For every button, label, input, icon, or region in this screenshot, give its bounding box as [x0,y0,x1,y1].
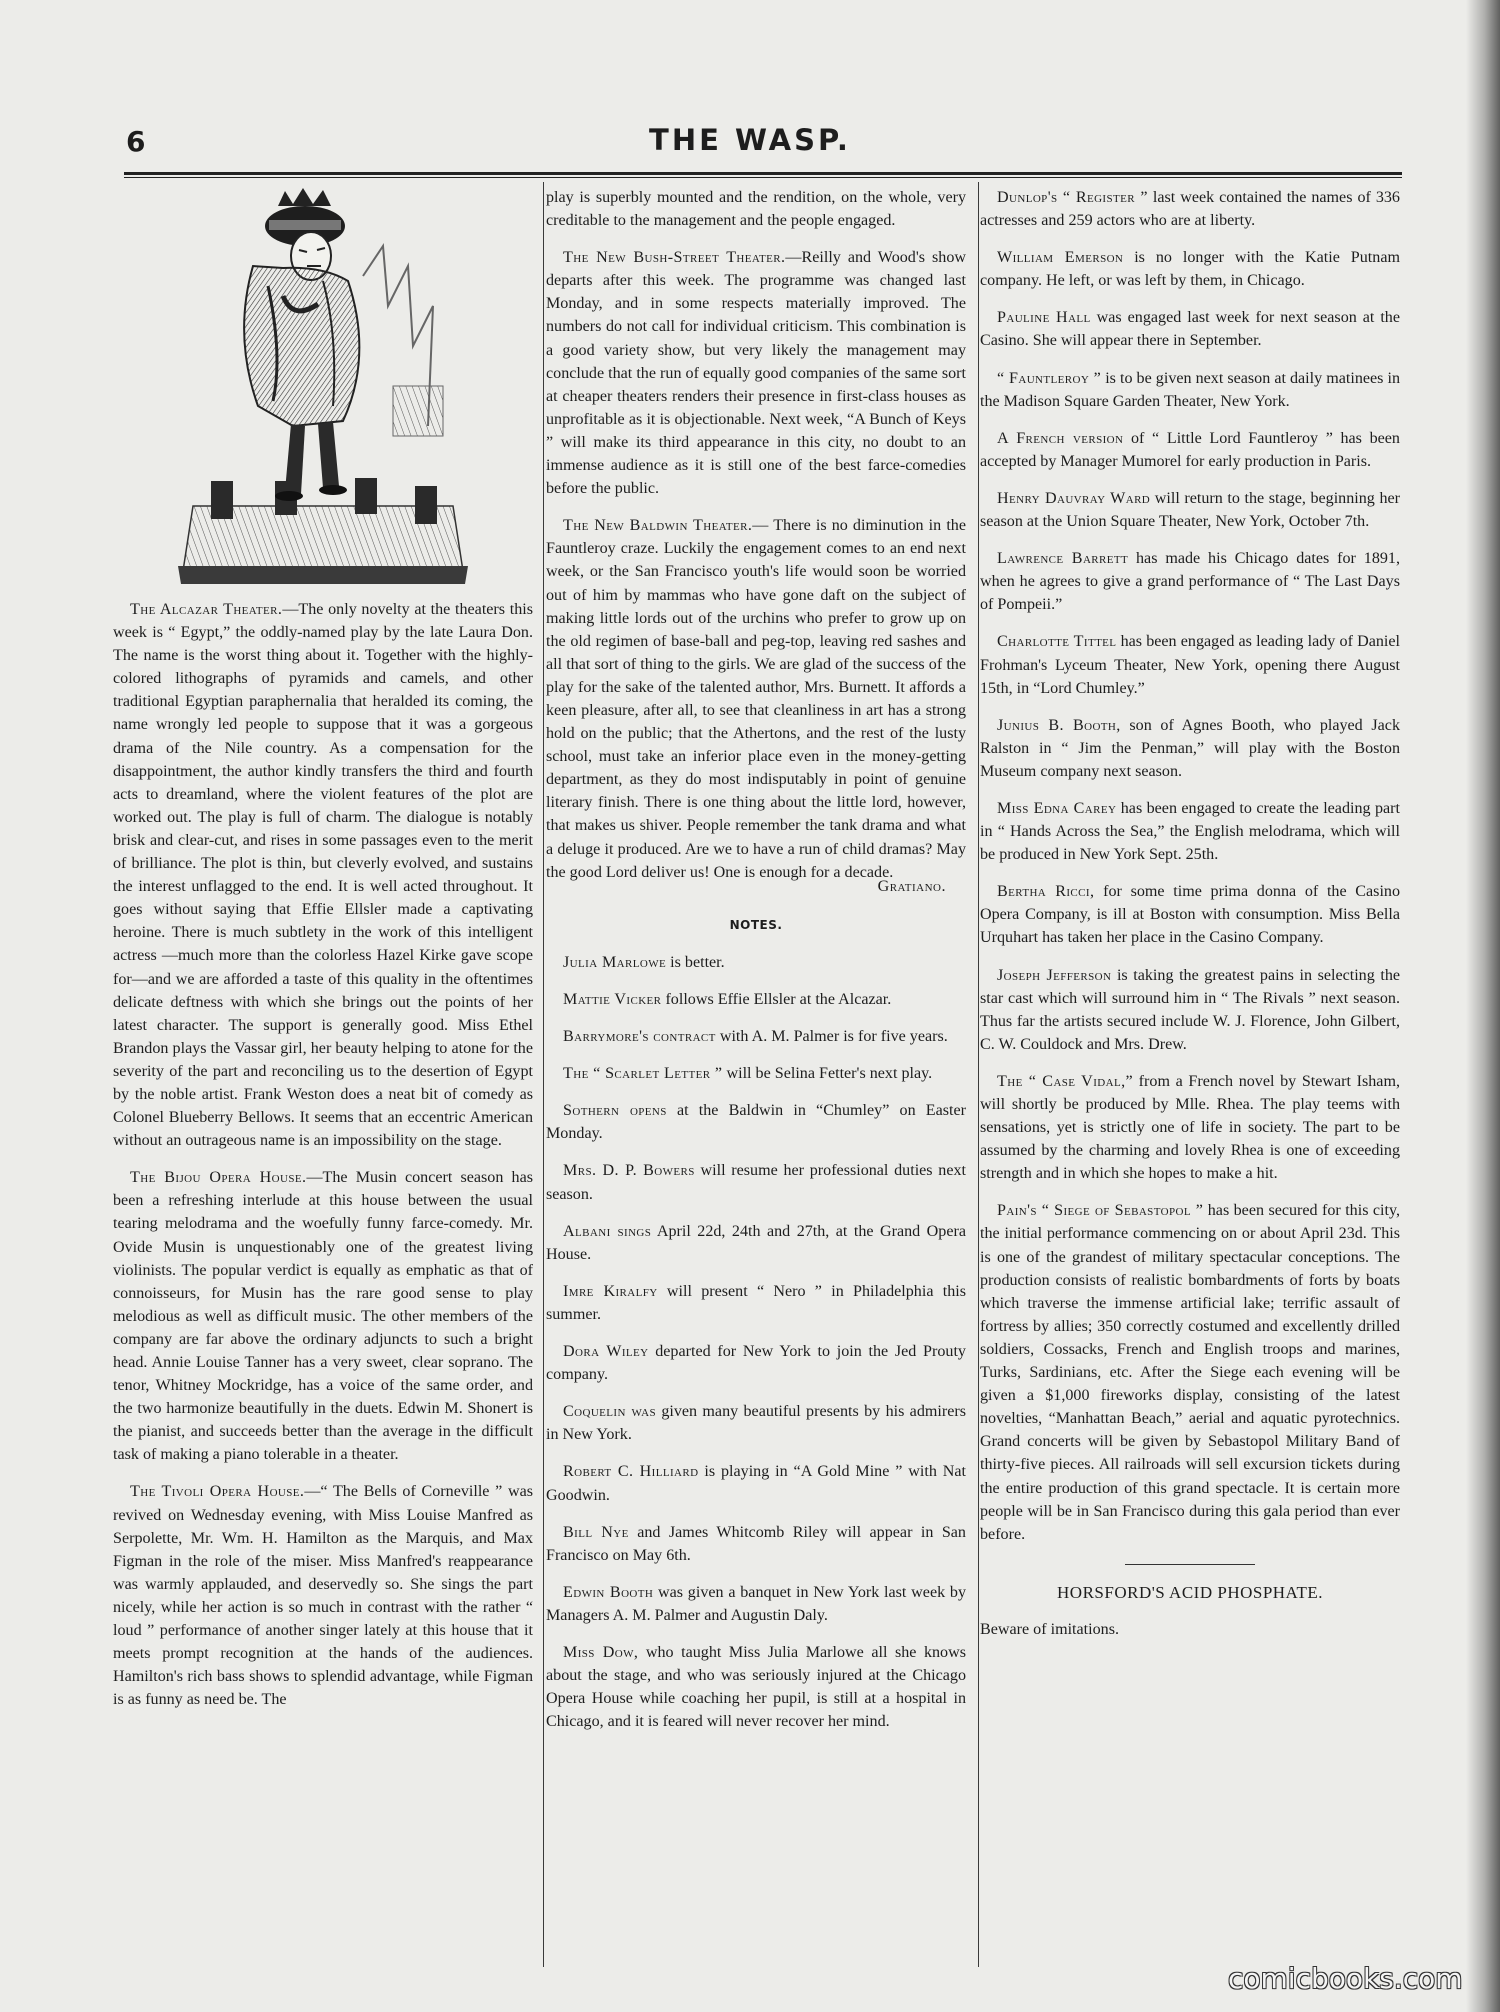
article-text: was engaged last week for next season at the Casino. She will appear there in September. [980,309,1400,350]
note-item [546,951,966,974]
article-lead: Henry Dauvray Ward [997,489,1151,507]
note-item [980,630,1400,699]
article-lead: Sothern opens [563,1102,667,1120]
article-text: will be Selina Fetter's next play. [722,1065,933,1083]
article-lead: Pauline Hall [997,309,1091,327]
article-text: has been engaged as leading lady of Daniel Frohman's Lyceum Theater, New York, opening there August 15th, in “Lord Chumley.” [980,633,1400,697]
article-text: last week contained the names of 336 actresses and 259 actors who are at liberty. [980,189,1400,230]
article-text: will resume her professional duties next season. [546,1162,966,1203]
article-text: has made his Chicago dates for 1891, when he agrees to give a grand performance of “ The Last Days of Pompeii.” [980,550,1400,614]
note-item [546,1099,966,1145]
note-item [980,797,1400,866]
article-lead: The “ Scarlet Letter ” [563,1065,723,1083]
article-lead: Coquelin was [563,1403,656,1421]
masthead-title: THE WASP. [649,123,851,157]
article-lead: Charlotte Tittel [997,633,1117,651]
page-number: 6 [126,125,146,158]
column-2 [546,186,966,1747]
note-item [980,367,1400,413]
article-lead: Julia Marlowe [563,953,667,971]
article-lead: Miss Edna Carey [997,799,1117,817]
note-item [980,246,1400,292]
article-text: from a French novel by Stewart Isham, will shortly be produced by Mlle. Rhea. The play teems with sensations, yet is strictly one of life in society. The part to be assumed by the charming and lovely Rhea is one of exceeding strength and in which she hopes to make a hit. [980,1072,1400,1183]
article-lead: Mattie Vicker [563,991,662,1008]
article-text: — There is no diminution in the Fauntleroy craze. Luckily the engagement comes to an end next week, or the San Francisco youth's life would soon be worried out of him by mammas who have gone daft on the subject of making little lords out of the urchins who prefer to grow up on the old regimen of base-ball and peg-top, leaving red sashes and all that sort of thing to the girls. We are glad of the success of the play for the sake of the talented author, Mrs. Burnett. It affords a keen pleasure, after all, to see that cleanliness in art has a strong hold on the public; that the Athertons, and the rest of the lusty school, must take an inferior place even in the money-getting department, as they do most indisputably in point of genuine literary finish. There is one thing about the little lord, however, that makes us shiver. People remember the tank drama and what a deluge it produced. Are we to have a run of child dramas? May the good Lord deliver us! One is enough for a decade. [546,517,966,881]
article-text: of “ Little Lord Fauntleroy ” has been accepted by Manager Mumorel for early production in Paris. [980,429,1400,470]
article-text: April 22d, 24th and 27th, at the Grand Opera House. [546,1222,966,1263]
article-text: has been secured for this city, the initial performance commencing on or about April 23d. This is one of the grandest of military spectacular conceptions. The production consists of realistic bombardments of forts by boats which traverse the immense artificial lake; terrific assault of fortress by allies; 350 correctly costumed and excellently drilled soldiers, Cossacks, French and English troops and marines, Turks, Sardinians, etc. After the Siege each evening will be given a $1,000 fireworks display, consisting of the latest novelties, “Manhattan Beach,” aerial and aquatic pyrotechnics. Grand concerts will be given by Sebastopol Military Band of thirty-five pieces. All railroads will sell excursion tickets during the entire production of this grand spectacle. It is certain more people will be in San Francisco during this gala period than ever before. [980,1202,1401,1543]
note-item [546,1400,966,1446]
article-text: at the Baldwin in “Chumley” on Easter Monday. [546,1102,967,1143]
article-lead: Bill Nye [563,1523,629,1541]
note-item [980,964,1400,1056]
advert-title: HORSFORD'S ACID PHOSPHATE. [1057,1582,1323,1602]
signature-text: Gratiano. [877,877,946,895]
article-text: who taught Miss Julia Marlowe all she knows about the stage, and who was seriously injured at the Chicago Opera House while coaching her pupil, is still at a hospital in Chicago, and it is feared will never recover her mind. [546,1643,966,1731]
article-text: for some time prima donna of the Casino Opera Company, is ill at Boston with consumption. Miss Bella Urquhart has taken her place in the Casino Company. [980,883,1401,947]
note-item [546,1062,966,1085]
article-lead: The New Baldwin Theater. [563,517,753,535]
watermark-logo: comicbooks.com [1228,1962,1463,1995]
article-lead: Dora Wiley [563,1343,649,1361]
article-lead: The Bijou Opera House. [130,1169,307,1187]
review-article [113,1166,533,1466]
note-item [980,487,1400,533]
article-lead: Joseph Jefferson [997,966,1112,984]
advert-text: Beware of imitations. [980,1620,1119,1638]
article-lead: The New Bush-Street Theater. [563,249,786,267]
article-lead: Robert C. Hilliard [563,1463,699,1481]
article-text: will return to the stage, beginning her season at the Union Square Theater, New York, October 7th. [980,489,1400,531]
article-lead: Mrs. D. P. Bowers [563,1162,695,1180]
article-text: with A. M. Palmer is for five years. [715,1028,948,1046]
continued-text: play is superbly mounted and the rendition, on the whole, very creditable to the management and the people engaged. [546,189,966,230]
note-item [980,1199,1400,1545]
article-text: is better. [666,953,725,971]
article-text: and James Whitcomb Riley will appear in San Francisco on May 6th. [546,1523,966,1564]
article-text: is no longer with the Katie Putnam company. He left, or was left by them, in Chicago. [980,249,1400,290]
note-item [546,1025,966,1048]
column-divider-1 [543,182,544,1967]
note-item [546,1460,966,1506]
article-lead: Dunlop's “ Register ” [997,189,1148,206]
article-lead: Miss Dow, [563,1643,639,1661]
article-lead: Pain's “ Siege of Sebastopol ” [997,1202,1204,1220]
note-item [546,1340,966,1386]
article-text: is to be given next season at daily matinees in the Madison Square Garden Theater, New York. [980,369,1400,410]
note-item [980,427,1400,473]
article-text: will present “ Nero ” in Philadelphia this summer. [546,1282,966,1323]
review-article [546,514,966,884]
article-text: was given a banquet in New York last week by Managers A. M. Palmer and Augustin Daly. [546,1583,966,1624]
article-text: —Reilly and Wood's show departs after this week. The programme was changed last Monday, and in some respects materially improved. The numbers do not call for individual criticism. This combination is a good variety show, but very likely the management may conclude that the run of equally good companies of the same sort at cheaper theaters renders their presence in first-class houses as unprofitable as it is objectionable. Next week, “A Bunch of Keys ” will make its third appearance in this city, no doubt to an immense audience as it is still one of the best farce-comedies before the public. [546,249,966,498]
article-lead: Bertha Ricci, [997,883,1095,901]
article-lead: William Emerson [997,249,1124,267]
article-text: —The only novelty at the theaters this week is “ Egypt,” the oddly-named play by the late Laura Don. The name is the worst thing about it. Together with the highly-colored lithographs of pyramids and camels, and other traditional Egyptian paraphernalia that heralded its coming, the name wrongly led people to suppose that it was a gorgeous drama of the Nile country. As a compensation for the disappointment, the author kindly transfers the third and fourth acts to dreamland, where the violent features of the plot are worked out. The play is full of charm. The dialogue is notably brisk and clear-cut, and rises in some passages even to the merit of brilliance. The plot is thin, but cleverly evolved, and sustains the interest unflagged to the end. It is well acted throughout. It goes without saying that Effie Ellsler made a captivating heroine. There is much subtlety in the work of this intelligent actress —much more than the colorless Hazel Kirke gave scope for—and we are afforded a taste of this quality in the oftentimes delicate deftness with which she brings out the points of her latest character. The support is generally good. Miss Ethel Brandon plays the Vassar girl, her beauty helping to atone for the severity of the part and reconciling us to the desertion of Egypt by the noble artist. Frank Weston does a neat bit of comedy as Colonel Blueberry Bellows. It seems that an eccentric American without an outrageous name is an impossibility on the stage. [113,601,533,1150]
article-text: departed for New York to join the Jed Prouty company. [546,1343,966,1384]
note-item [546,1641,966,1733]
article-lead: Albani sings [563,1222,652,1240]
notes-heading: NOTES. [729,917,783,932]
advert-rule [1125,1564,1255,1565]
crowned-figure-icon [173,186,473,586]
article-text: follows Effie Ellsler at the Alcazar. [661,991,892,1008]
article-lead: A French version [997,429,1124,447]
article-text: has been engaged to create the leading part in “ Hands Across the Sea,” the English melodrama, which will be produced in New York Sept. 25th. [980,799,1400,864]
article-text: —“ The Bells of Corneville ” was revived on Wednesday evening, with Miss Louise Manfred as Serpolette, Mr. Wm. H. Hamilton as the Marquis, and Max Figman in the role of the miser. Miss Manfred's reappearance was warmly applauded, and deservedly so. She sings the part nicely, while her action is so much in contrast with the rather “ loud ” performance of another singer lately at this house that it meets prompt recognition at the hands of the audiences. Hamilton's rich bass shows to splendid advantage, while Figman is as funny as need be. The [113,1483,533,1709]
note-item [980,1070,1400,1185]
note-item [546,988,966,1011]
note-item [980,714,1400,783]
article-lead: “ Fauntleroy ” [997,369,1102,387]
note-item [546,1280,966,1326]
column-1 [113,186,533,1725]
note-item [546,1220,966,1266]
article-lead: Junius B. Booth, [997,716,1121,734]
article-lead: The Tivoli Opera House. [130,1483,305,1501]
article-text: —The Musin concert season has been a refreshing interlude at this house between the usual tearing melodrama and the woefully funny farce-comedy. Mr. Ovide Musin is unquestionably one of the greatest living violinists. The popular verdict is equally as emphatic as that of connoisseurs, for Musin has the rare good sense to play melodious as well as difficult music. The other members of the company are far above the ordinary adjuncts to such a bright head. Annie Louise Tanner has a very sweet, clear soprano. The tenor, Whitney Mockridge, has a voice of the same order, and the two harmonize beautifully in the duets. Edwin M. Shonert is the pianist, and succeeds better than the average in the difficult task of making a piano tolerable in a theater. [113,1169,534,1464]
note-item [546,1159,966,1205]
article-text: son of Agnes Booth, who played Jack Ralston in “ Jim the Penman,” will play with the Boston Museum company next season. [980,716,1401,780]
note-item [980,880,1400,949]
article-lead: The “ Case Vidal,” [997,1072,1134,1090]
note-item [546,1581,966,1627]
review-article [546,246,966,500]
review-article [113,598,533,1152]
article-text: given many beautiful presents by his admirers in New York. [546,1403,966,1444]
article-lead: Imre Kiralfy [563,1282,658,1300]
note-item [980,306,1400,352]
note-item [546,1521,966,1567]
note-item [980,186,1400,232]
review-article [113,1480,533,1711]
article-lead: The Alcazar Theater. [130,601,283,618]
article-text: is taking the greatest pains in selecting the star cast which will surround him in “ The Rivals ” next season. Thus far the artists secured include W. J. Florence, John Gilbert, C. W. Couldock and Mrs. Drew. [980,966,1401,1053]
header-rule [124,172,1402,178]
article-lead: Edwin Booth [563,1583,654,1601]
article-lead: Lawrence Barrett [997,550,1129,568]
binding-shadow [1466,0,1500,2012]
article-lead: Barrymore's contract [563,1028,716,1046]
column-divider-2 [978,182,979,1967]
article-text: is playing in “A Gold Mine ” with Nat Goodwin. [546,1463,967,1504]
note-item [980,547,1400,616]
column-3 [980,186,1400,1655]
